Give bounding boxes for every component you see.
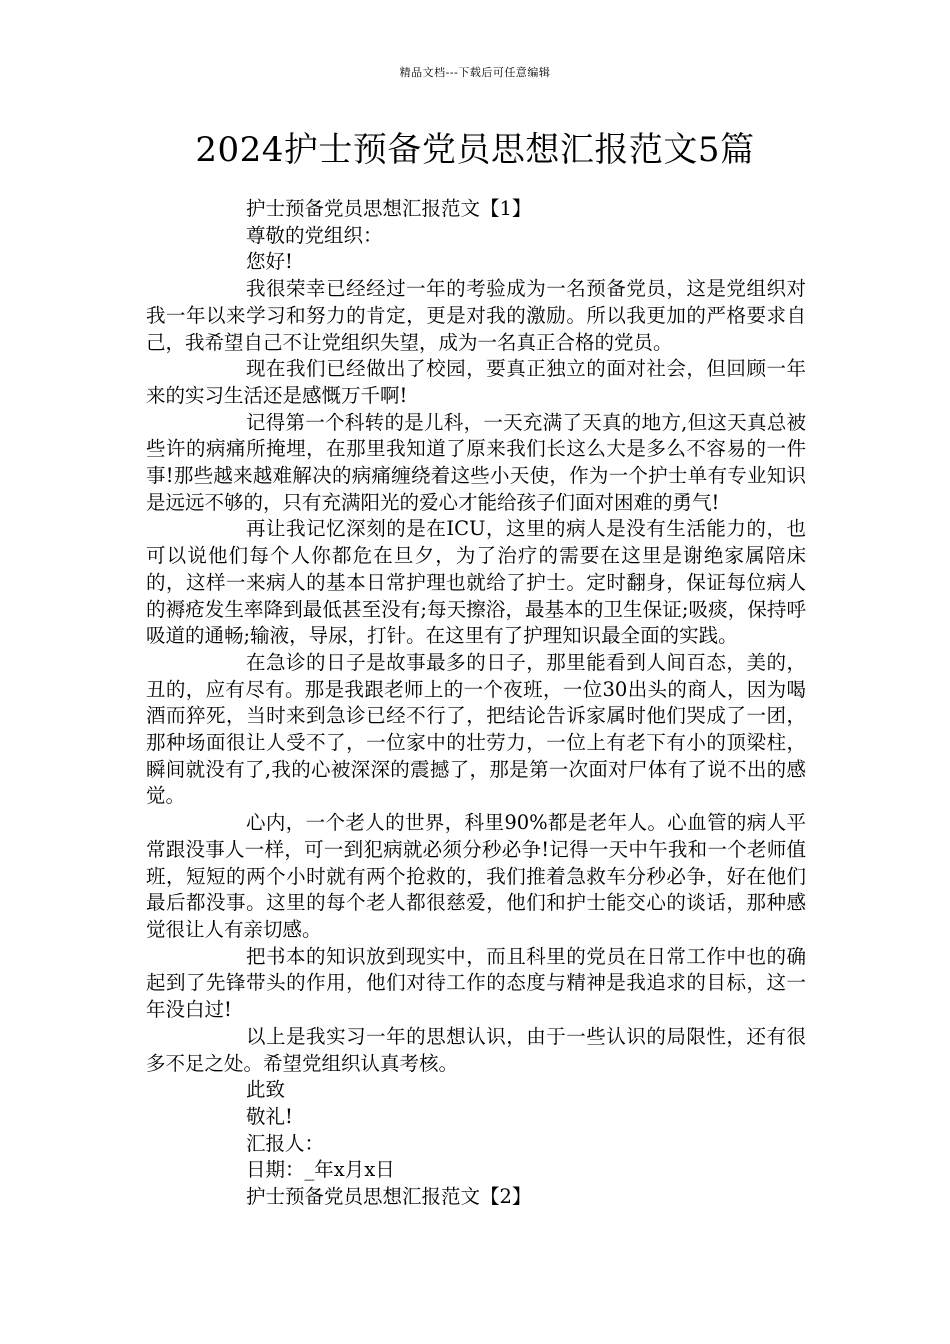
body-paragraph: 现在我们已经做出了校园，要真正独立的面对社会，但回顾一年来的实习生活还是感慨万千啊! xyxy=(146,357,806,407)
salutation: 尊敬的党组织： xyxy=(246,223,383,247)
body-paragraph: 把书本的知识放到现实中，而且科里的党员在日常工作中也的确起到了先锋带头的作用，他们对待工作的态度与精神是我追求的目标，这一年没白过! xyxy=(146,944,806,1022)
body-paragraph: 在急诊的日子是故事最多的日子，那里能看到人间百态，美的，丑的，应有尽有。那是我跟老师上的一个夜班，一位30出头的商人，因为喝酒而猝死，当时来到急诊已经不行了，把结论告诉家属时他们哭成了一团，那种场面很让人受不了，一位家中的壮劳力，一位上有老下有小的顶梁柱，瞬间就没有了,我的心被深深的震撼了，那是第一次面对尸体有了说不出的感觉。 xyxy=(146,650,806,808)
body-paragraph: 再让我记忆深刻的是在ICU，这里的病人是没有生活能力的，也可以说他们每个人你都危在旦夕，为了治疗的需要在这里是谢绝家属陪床的，这样一来病人的基本日常护理也就给了护士。定时翻身，保证每位病人的褥疮发生率降到最低甚至没有;每天擦浴，最基本的卫生保证;吸痰，保持呼吸道的通畅;输液，导尿，打针。在这里有了护理知识最全面的实践。 xyxy=(146,517,806,648)
page-header-note: 精品文档---下载后可任意编辑 xyxy=(399,66,551,79)
document-body xyxy=(146,196,806,1211)
body-paragraph: 记得第一个科转的是儿科，一天充满了天真的地方,但这天真总被些许的病痛所掩埋，在那里我知道了原来我们长这么大是多么不容易的一件事!那些越来越难解决的病痛缠绕着这些小天使，作为一个护士单有专业知识是远远不够的，只有充满阳光的爱心才能给孩子们面对困难的勇气! xyxy=(146,410,806,514)
reporter-line: 汇报人： xyxy=(246,1131,325,1155)
section-heading: 护士预备党员思想汇报范文【1】 xyxy=(246,197,532,220)
document-title: 2024护士预备党员思想汇报范文5篇 xyxy=(195,130,755,170)
body-paragraph: 以上是我实习一年的思想认识，由于一些认识的局限性，还有很多不足之处。希望党组织认真考核。 xyxy=(146,1024,806,1075)
section-heading: 护士预备党员思想汇报范文【2】 xyxy=(246,1185,532,1209)
body-paragraph: 心内，一个老人的世界，科里90%都是老年人。心血管的病人平常跟没事人一样，可一到犯病就必须分秒必争!记得一天中午我和一个老师值班，短短的两个小时就有两个抢救的，我们推着急救车分秒必争，好在他们最后都没事。这里的每个老人都很慈爱，他们和护士能交心的谈话，那种感觉很让人有亲切感。 xyxy=(146,811,806,941)
body-paragraph: 我很荣幸已经经过一年的考验成为一名预备党员，这是党组织对我一年以来学习和努力的肯定，更是对我的激励。所以我更加的严格要求自己，我希望自己不让党组织失望，成为一名真正合格的党员。 xyxy=(146,277,806,354)
date-line: 日期：_年x月x日 xyxy=(246,1158,395,1182)
greeting: 您好! xyxy=(246,250,293,274)
closing-line: 敬礼! xyxy=(246,1104,293,1128)
closing-line: 此致 xyxy=(246,1078,286,1102)
